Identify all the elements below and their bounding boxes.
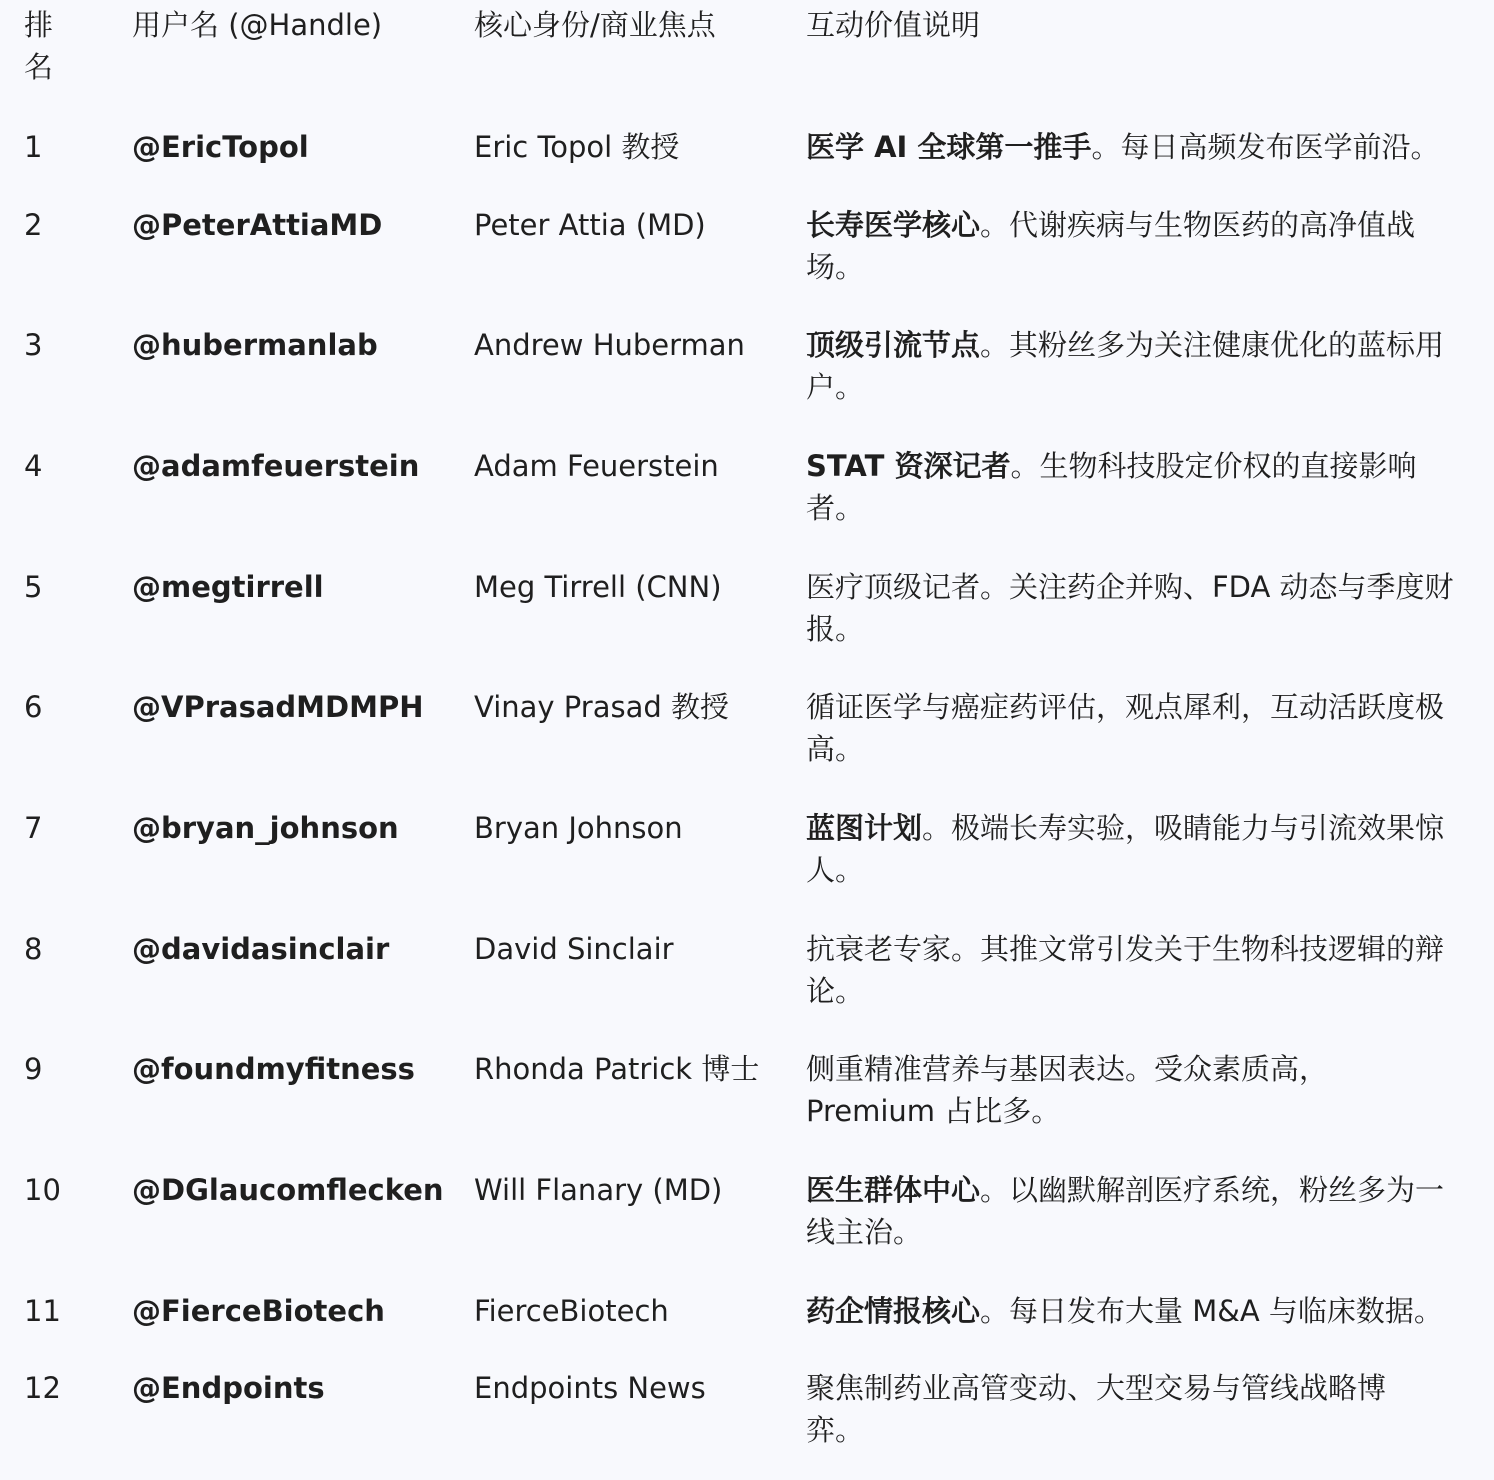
header-rank: 排名 [24,8,54,84]
row-rank: 6 [24,690,43,724]
header-handle: 用户名 (@Handle) [132,8,383,42]
row-value [806,686,1466,770]
row-value [806,566,1466,650]
row-rank: 8 [24,932,43,966]
row-handle: @hubermanlab [132,328,378,362]
row-value-text: 。每日高频发布医学前沿。 [1091,130,1440,164]
row-rank: 2 [24,208,43,242]
row-value-highlight: STAT 资深记者 [806,449,1011,483]
row-handle: @VPrasadMDMPH [132,690,424,724]
row-value-text: 。代谢疾病与生物医药的高净值战场。 [806,208,1416,284]
row-rank: 5 [24,570,43,604]
row-value-text: 。其粉丝多为关注健康优化的蓝标用户。 [806,328,1445,404]
row-value-highlight: 顶级引流节点 [806,328,981,362]
row-value [806,1169,1466,1253]
row-value-text: 侧重精准营养与基因表达。受众素质高，Premium 占比多。 [806,1052,1329,1128]
row-handle: @EricTopol [132,130,309,164]
row-value-highlight: 药企情报核心 [806,1294,981,1328]
row-value [806,1367,1426,1451]
row-handle: @adamfeuerstein [132,449,420,483]
row-identity: Andrew Huberman [474,328,745,362]
row-handle: @PeterAttiaMD [132,208,383,242]
row-value-text: 循证医学与癌症药评估，观点犀利，互动活跃度极高。 [806,690,1445,766]
row-value-highlight: 长寿医学核心 [806,208,981,242]
row-identity: FierceBiotech [474,1294,669,1328]
row-identity: Vinay Prasad 教授 [474,690,729,724]
row-rank: 4 [24,449,43,483]
row-value-text: 。每日发布大量 M&A 与临床数据。 [980,1294,1443,1328]
row-handle: @davidasinclair [132,932,390,966]
row-value [806,928,1466,1012]
row-value [806,204,1466,288]
row-value-text: 。生物科技股定价权的直接影响者。 [806,449,1417,525]
row-handle: @DGlaucomflecken [132,1173,444,1207]
row-identity: Will Flanary (MD) [474,1173,723,1207]
row-identity: Endpoints News [474,1371,706,1405]
row-identity: Rhonda Patrick 博士 [474,1052,760,1086]
row-value-highlight: 蓝图计划 [806,811,923,845]
row-value [806,1290,1466,1332]
row-rank: 11 [24,1294,61,1328]
row-value-highlight: 医生群体中心 [806,1173,981,1207]
row-value-text: 。以幽默解剖医疗系统，粉丝多为一线主治。 [806,1173,1445,1249]
row-identity: Eric Topol 教授 [474,130,680,164]
row-rank: 9 [24,1052,43,1086]
row-value [806,324,1466,408]
row-rank: 1 [24,130,43,164]
row-rank: 7 [24,811,43,845]
header-value: 互动价值说明 [806,8,981,42]
row-identity: Peter Attia (MD) [474,208,706,242]
row-handle: @FierceBiotech [132,1294,385,1328]
row-value-highlight: 医学 AI 全球第一推手 [806,130,1092,164]
row-identity: Bryan Johnson [474,811,683,845]
row-value [806,445,1466,529]
row-handle: @megtirrell [132,570,324,604]
row-rank: 12 [24,1371,61,1405]
row-identity: Meg Tirrell (CNN) [474,570,722,604]
row-handle: @foundmyfitness [132,1052,415,1086]
table-header [0,0,1494,110]
row-value [806,126,1466,168]
row-identity: Adam Feuerstein [474,449,719,483]
row-rank: 3 [24,328,43,362]
row-value [806,1048,1366,1132]
row-identity: David Sinclair [474,932,674,966]
row-value-text: 抗衰老专家。其推文常引发关于生物科技逻辑的辩论。 [806,932,1445,1008]
row-rank: 10 [24,1173,61,1207]
row-handle: @bryan_johnson [132,811,399,845]
header-identity: 核心身份/商业焦点 [474,8,716,42]
row-value [806,807,1466,891]
row-value-text: 。极端长寿实验，吸睛能力与引流效果惊人。 [806,811,1445,887]
row-value-text: 聚焦制药业高管变动、大型交易与管线战略博弈。 [806,1371,1387,1447]
row-value-text: 医疗顶级记者。关注药企并购、FDA 动态与季度财报。 [806,570,1454,646]
row-handle: @Endpoints [132,1371,325,1405]
